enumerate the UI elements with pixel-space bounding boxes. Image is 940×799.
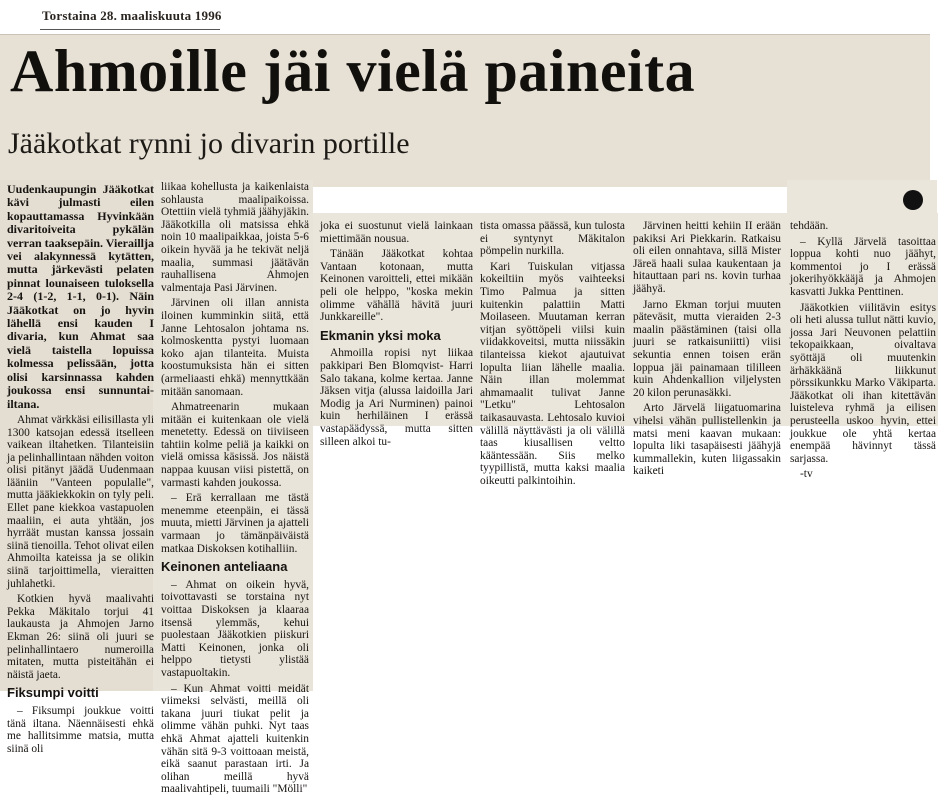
headline: Ahmoille jäi vielä paineita bbox=[10, 38, 696, 104]
lead-paragraph: Uudenkaupungin Jääkotkat kävi julmasti eilen kopauttamassa Hyvinkään divaritoiveita pykälän verran taaksepäin. Vieraillja vei alakynnessä kytätten, mutta järkevästi pelaten pinnat lounaiseen tuloksella 2-4 (1-2, 1-1, 0-1). Näin Jääkotkat on jo hyvin lähellä ensi kauden I divaria, kun Ahmat saa vielä taistella lopuissa kolmessa pelissään, jotta olisi karsinnassa kahden joukossa ensi sunnuntai-iltana. bbox=[7, 182, 154, 411]
body-paragraph: Ahmatreenarin mukaan mitään ei kuitenkaan ole vielä menetetty. Edessä on tiiviiseen tahtiin kolme peliä ja kaikki on vielä omissa käsissä. Jos näistä nappaa kuusan viisi pistettä, on varmasti kahden joukossa. bbox=[161, 401, 309, 489]
body-paragraph: Ahmoilla ropisi nyt liikaa pakkipari Ben Blomqvist- Harri Salo takana, kolme kertaa. Janne Jäksen vitja (alussa laidoilla Jari Modig ja Ari Nurminen) painoi kuin herhiläinen I erässä vastapäädyssä, mutta sitten silleen alkoi tu- bbox=[320, 347, 473, 448]
article-column-4 bbox=[480, 220, 625, 490]
body-paragraph: Ahmat värkkäsi eilisillasta yli 1300 katsojan edessä itselleen vaikean iltahetken. Tilanteisiin ja pelinhallintaan nähden voiton olisi pitänyt jäädä Uudenmaan lääniin "Vanteen populalle", mutta jääkiekkokin on tyly peli. Ellet pane kiekkoa vastapuolen maaliin, ei auta yhtään, jos hyrräät mustan kanssa jossain siinä tienoilla. Tehot olivat eilen Ahmoilta kateissa ja se olikin siinä tarjoittimella, vieraitten juhlahetki. bbox=[7, 413, 154, 590]
article-column-2 bbox=[161, 181, 309, 799]
body-paragraph: Tänään Jääkotkat kohtaa Vantaan kotonaan, mutta Keinonen varoitteli, ettei mikään peli ole helppo, "koska mekin olimme vähällä hävitä juuri Junkkareille". bbox=[320, 248, 473, 324]
body-paragraph: Järvinen oli illan annista iloinen kumminkin siitä, että Janne Lehtosalon johtama ns. kolmoskentta pystyi luomaan koko ajan tilanteita. Muista koostumuksista hän ei sitten (armeliaasti ehkä) mennyttkään mitään sanomaan. bbox=[161, 297, 309, 398]
dateline: Torstaina 28. maaliskuuta 1996 bbox=[42, 8, 222, 23]
section-heading: Fiksumpi voitti bbox=[7, 685, 99, 701]
body-paragraph: Jääkotkien viilitävin esitys oli heti alussa tullut nätti kuvio, jossa Jari Neuvonen pelattiin tekopaikkaan, oivaltava syöttäjä oli muutenkin ärhäkkäänä liikkunut pörssikunkku Marko Väkiparta. Jääkotkat oli ihan kitettävän luisteleva ryhmä ja eilisen perusteella uskoo hyvin, ettei joukkue ole yhtä kertaa enempää hävinnyt tässä sarjassa. bbox=[790, 301, 936, 465]
section-heading: Keinonen anteliaana bbox=[161, 559, 288, 575]
body-paragraph: liikaa kohellusta ja kaikenlaista sohlausta maalipaikoissa. Otettiin vielä tyhmiä jäähyjäkin. Jääkotkilla oli matsissa ehkä noin 10 maalipaikkaa, joista 5-6 oikein hyvää ja he tekivät neljä maalia, summasi jäätävän rauhallisena Ahmojen valmentaja Pasi Järvinen. bbox=[161, 181, 309, 294]
body-paragraph: tista omassa päässä, kun tulosta ei syntynyt Mäkitalon pömpelin nurkilla. bbox=[480, 220, 625, 258]
body-paragraph: tehdään. bbox=[790, 220, 829, 232]
dateline-rule bbox=[40, 29, 220, 30]
body-paragraph: joka ei suostunut vielä lainkaan miettimään nousua. bbox=[320, 220, 473, 245]
article-column-1 bbox=[7, 183, 154, 758]
body-paragraph: – Kun Ahmat voitti meidät viimeksi selvästi, meillä oli takana juuri tiukat pelit ja olimme vähän puhki. Nyt taas ehkä Ahmat ajatteli kuitenkin vähän sitä 9-3 voittoaan meistä, eikä saanut parastaan irti. Ja olihan meillä hyvä maalivahtipeli, tuumaili "Mölli" bbox=[161, 682, 309, 796]
body-paragraph: Kotkien hyvä maalivahti Pekka Mäkitalo torjui 41 laukausta ja Ahmojen Jarno Ekman 26: siinä oli juuri se pelinhallintaero numeroilla mitaten, mutta pisteitähän ei näistä jaeta. bbox=[7, 593, 154, 681]
article-column-5 bbox=[633, 220, 781, 481]
subheadline: Jääkotkat rynni jo divarin portille bbox=[8, 127, 410, 160]
article-column-3 bbox=[320, 220, 473, 451]
author-signature: -tv bbox=[800, 468, 813, 481]
body-paragraph: Arto Järvelä liigatuomarina vihelsi vähän pullistellenkin ja matsi meni kaavan mukaan: lopulta liki tasapäisesti jäähyjä kummallekin, kuten liigassakin kaiketi bbox=[633, 402, 781, 478]
body-paragraph: – Kyllä Järvelä tasoittaa loppua kohti nuo jäähyt, kommentoi jo I erässä jokerihyökkääjä ja Ahmojen kasvatti Jukka Penttinen. bbox=[790, 235, 936, 298]
article-column-6 bbox=[790, 220, 936, 484]
body-paragraph: – Ahmat on oikein hyvä, toivottavasti se torstaina nyt voittaa Diskoksen ja klaaraa itsensä ylemmäs, kehui puolestaan Jääkotkien piiskuri Matti Keinonen, jonka oli helppo tietysti ylistää vastapuoltakin. bbox=[161, 578, 309, 679]
section-heading: Ekmanin yksi moka bbox=[320, 327, 441, 343]
body-paragraph: – Fiksumpi joukkue voitti tänä iltana. Näennäisesti ehkä me hallitsimme matsia, mutta siinä oli bbox=[7, 704, 154, 755]
bullet-dot-icon bbox=[903, 190, 923, 210]
body-paragraph: – Erä kerrallaan me tästä menemme eteenpäin, ei tässä muuta, mietti Järvinen ja ajatteli varmaan jo tämänpäiväistä matkaa Diskoksen kotihalliin. bbox=[161, 492, 309, 555]
body-paragraph: Kari Tuiskulan vitjassa kokeiltiin myös vaihteeksi Timo Palmua ja sitten kuitenkin palattiin Matti Moilaseen. Muutaman kerran vitjan syöttöpeli viilsi kuin viidakkoveitsi, mutta niissäkin tilanteissa kiekot ajautuivat lopulta liian lähelle maalia. Näin illan molemmat ahmamaalit tulivat Janne "Letku" Lehtosalon taikasauvasta. Lehtosalo kuvioi välillä näyttävästi ja oli välillä taas kiusallisen veltto kääntessään. Siis melko tyypillistä, mutta kaksi maalia oikeutti palkintoihin. bbox=[480, 260, 625, 487]
body-paragraph: Jarno Ekman torjui muuten päteväsit, mutta vieraiden 2-3 maalin päästäminen (taisi olla juuri se ratkaisuniitti) viisi sekuntia ennen toisen erän loppua jäi painamaan tililleen kuin Ahdenkallion viljelysten 20 kilon perunasäkki. bbox=[633, 298, 781, 399]
body-paragraph: Järvinen heitti kehiin II erään pakiksi Ari Piekkarin. Ratkaisu oli eilen onnahtava, sillä Mister Järeä haali sulaa kaukentaan ja hitauttaan pari ns. kovin turhaa jäähyä. bbox=[633, 220, 781, 295]
